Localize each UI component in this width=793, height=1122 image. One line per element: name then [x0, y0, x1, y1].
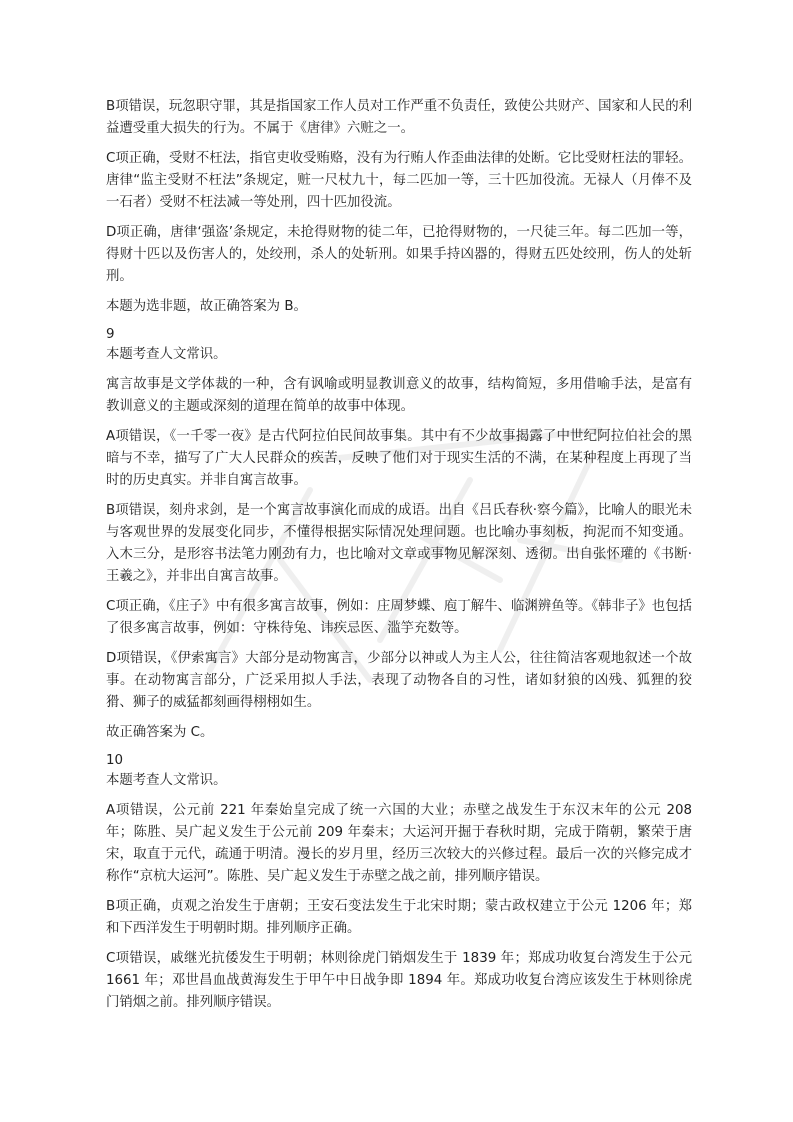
- answer-paragraph: B项错误，刻舟求剑，是一个寓言故事演化而成的成语。出自《吕氏春秋·察今篇》，比喻人的眼光未与客观世界的发展变化同步，不懂得根据实际情况处理问题。也比喻办事刻板，拘泥而不知变通。入木三分，是形容书法笔力刚劲有力，也比喻对文章或事物见解深刻、透彻。出自张怀瓘的《书断·王羲之》，并非出自寓言故事。: [106, 503, 692, 584]
- answer-paragraph: A项错误，《一千零一夜》是古代阿拉伯民间故事集。其中有不少故事揭露了中世纪阿拉伯社会的黑暗与不幸，描写了广大人民群众的疾苦，反映了他们对于现实生活的不满，在某种程度上再现了当时的历史真实。并非自寓言故事。: [106, 429, 692, 488]
- answer-paragraph: C项正确，《庄子》中有很多寓言故事，例如：庄周梦蝶、庖丁解牛、临渊辨鱼等。《韩非子》也包括了很多寓言故事，例如：守株待兔、讳疾忌医、滥竽充数等。: [106, 599, 692, 636]
- answer-paragraph: 故正确答案为 C。: [106, 725, 214, 740]
- answer-paragraph: B项正确，贞观之治发生于唐朝；王安石变法发生于北宋时期；蒙古政权建立于公元 1206 年；郑和下西洋发生于明朝时期。排列顺序正确。: [106, 899, 692, 936]
- answer-paragraph: 本题为选非题，故正确答案为 B。: [106, 299, 307, 314]
- question-number: 9: [106, 327, 115, 342]
- answer-paragraph: 寓言故事是文学体裁的一种，含有讽喻或明显教训意义的故事，结构简短，多用借喻手法，是富有教训意义的主题或深刻的道理在简单的故事中体现。: [106, 377, 692, 414]
- answer-paragraph: C项错误，戚继光抗倭发生于明朝；林则徐虎门销烟发生于 1839 年；郑成功收复台湾发生于公元 1661 年；邓世昌血战黄海发生于甲午中日战争即 1894 年。郑成功收复台湾应该发生于林则徐虎门销烟之前。排列顺序错误。: [106, 951, 692, 1010]
- question-topic: 本题考查人文常识。: [106, 773, 227, 788]
- question-topic: 本题考查人文常识。: [106, 347, 227, 362]
- answer-paragraph: D项正确，唐律‘强盗’条规定，未抢得财物的徒二年，已抢得财物的，一尺徒三年。每二匹加一等，得财十匹以及伤害人的，处绞刑，杀人的处斩刑。如果手持凶器的，得财五匹处绞刑，伤人的处斩刑。: [106, 225, 692, 284]
- answer-paragraph: C项正确，受财不枉法，指官吏收受贿赂，没有为行贿人作歪曲法律的处断。它比受财枉法的罪轻。唐律“监主受财不枉法”条规定，赃一尺杖九十，每二匹加一等，三十匹加役流。无禄人（月俸不及一石者）受财不枉法减一等处刑，四十匹加役流。: [106, 151, 692, 210]
- document-body: [106, 96, 692, 1022]
- question-number: 10: [106, 753, 124, 768]
- answer-paragraph: A项错误，公元前 221 年秦始皇完成了统一六国的大业；赤壁之战发生于东汉末年的公元 208 年；陈胜、吴广起义发生于公元前 209 年秦末；大运河开掘于春秋时期，完成于隋朝，繁荣于唐宋，取直于元代，疏通于明清。漫长的岁月里，经历三次较大的兴修过程。最后一次的兴修完成才称作“京杭大运河”。陈胜、吴广起义发生于赤壁之战之前，排列顺序错误。: [106, 803, 692, 884]
- answer-paragraph: B项错误，玩忽职守罪，其是指国家工作人员对工作严重不负责任，致使公共财产、国家和人民的利益遭受重大损失的行为。不属于《唐律》六赃之一。: [106, 99, 692, 136]
- answer-paragraph: D项错误，《伊索寓言》大部分是动物寓言，少部分以神或人为主人公，往往简洁客观地叙述一个故事。在动物寓言部分，广泛采用拟人手法，表现了动物各自的习性，诸如豺狼的凶残、狐狸的狡猾、狮子的威猛都刻画得栩栩如生。: [106, 651, 692, 710]
